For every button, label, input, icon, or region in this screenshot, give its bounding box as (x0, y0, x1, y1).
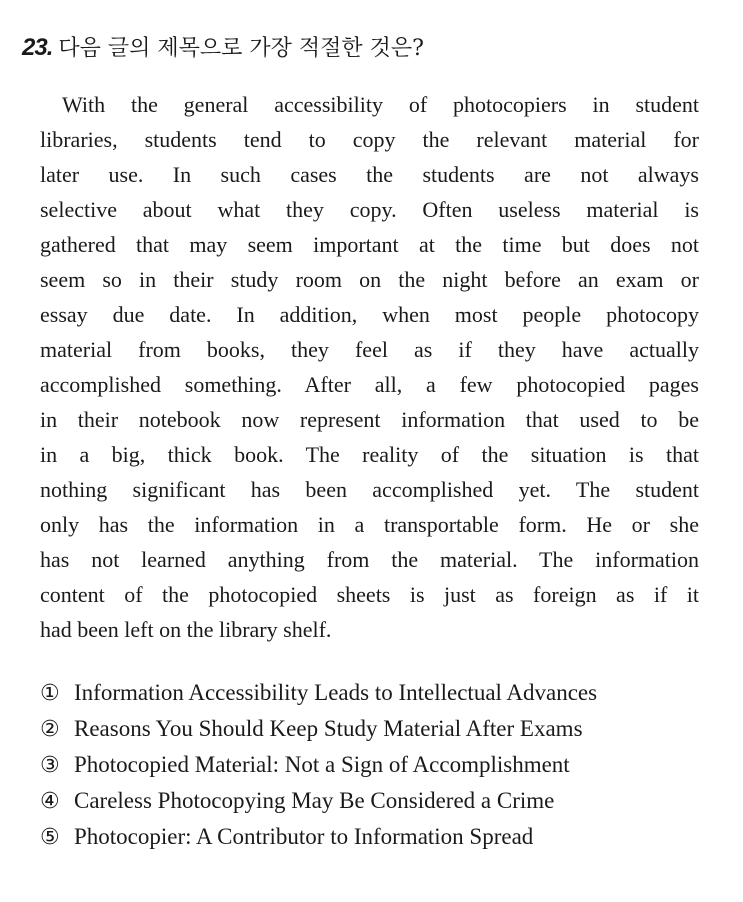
answer-options (40, 675, 720, 855)
passage-line: in their notebook now represent information that used to be (40, 407, 699, 432)
option-number-3: ③ (40, 752, 60, 778)
answer-option-4[interactable] (40, 783, 720, 819)
option-text-2: Reasons You Should Keep Study Material After Exams (74, 716, 583, 741)
option-text-4: Careless Photocopying May Be Considered a Crime (74, 788, 555, 813)
passage-line: in a big, thick book. The reality of the situation is that (40, 442, 699, 467)
answer-option-5[interactable] (40, 819, 720, 855)
passage-line: libraries, students tend to copy the relevant material for (40, 127, 699, 152)
passage-line: content of the photocopied sheets is just as foreign as if it (40, 582, 699, 607)
passage-line: nothing significant has been accomplished yet. The student (40, 477, 699, 502)
passage-line: later use. In such cases the students are not always (40, 162, 699, 187)
passage-line: material from books, they feel as if they have actually (40, 337, 699, 362)
passage-line: selective about what they copy. Often useless material is (40, 197, 699, 222)
passage-line: had been left on the library shelf. (40, 617, 332, 642)
passage-line: gathered that may seem important at the time but does not (40, 232, 699, 257)
option-number-5: ⑤ (40, 824, 60, 850)
option-text-1: Information Accessibility Leads to Intellectual Advances (74, 680, 598, 705)
passage (40, 87, 699, 647)
passage-line: essay due date. In addition, when most people photocopy (40, 302, 699, 327)
option-number-4: ④ (40, 788, 60, 814)
question-number: 23. (22, 34, 53, 61)
passage-line: accomplished something. After all, a few photocopied pages (40, 372, 699, 397)
answer-option-3[interactable] (40, 747, 720, 783)
passage-line: With the general accessibility of photocopiers in student (62, 92, 699, 117)
option-text-5: Photocopier: A Contributor to Information Spread (74, 824, 534, 849)
option-number-2: ② (40, 716, 60, 742)
answer-option-1[interactable] (40, 675, 720, 711)
passage-line: only has the information in a transportable form. He or she (40, 512, 699, 537)
option-number-1: ① (40, 680, 60, 706)
option-text-3: Photocopied Material: Not a Sign of Accomplishment (74, 752, 570, 777)
question-prompt: 다음 글의 제목으로 가장 적절한 것은? (58, 36, 424, 61)
answer-option-2[interactable] (40, 711, 720, 747)
passage-line: has not learned anything from the material. The information (40, 547, 699, 572)
question-header (22, 30, 424, 67)
passage-line: seem so in their study room on the night before an exam or (40, 267, 699, 292)
